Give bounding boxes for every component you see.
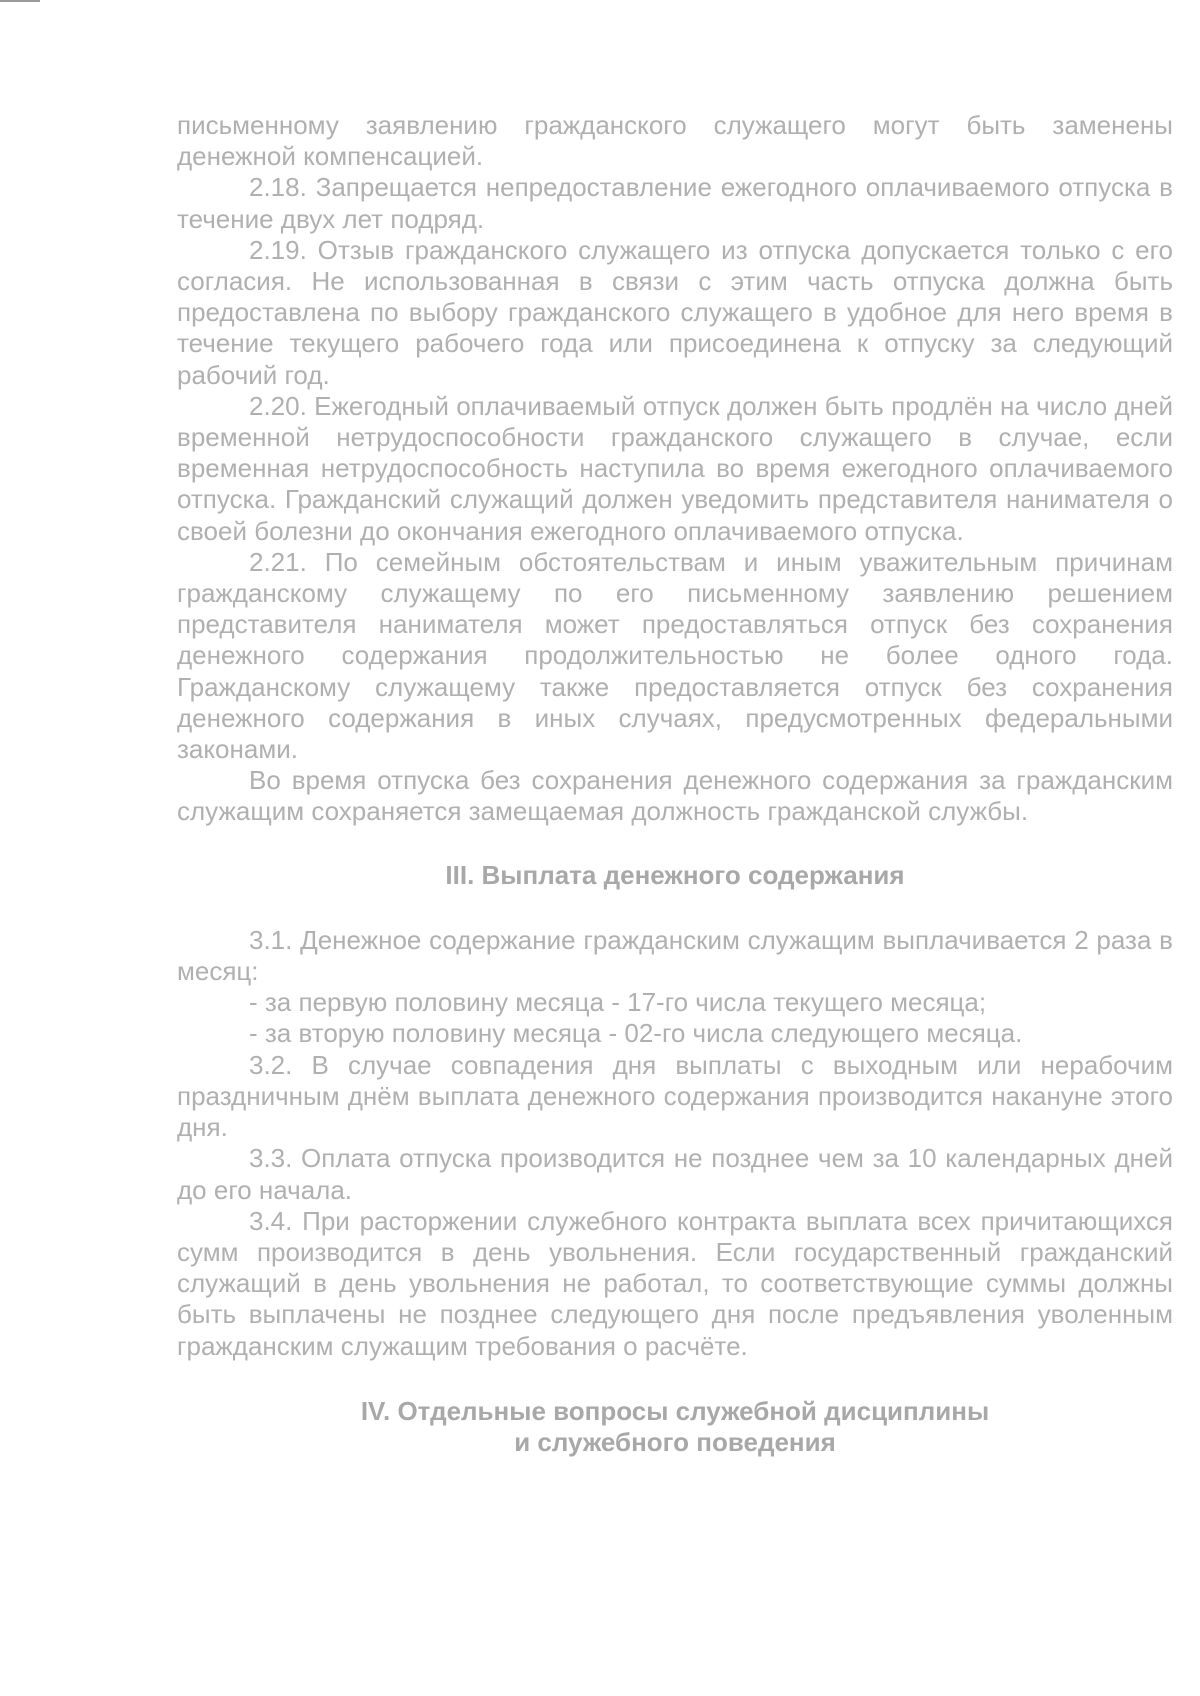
scan-corner-mark: [0, 0, 40, 2]
paragraph-2-18: 2.18. Запрещается непредоставление ежегодного оплачиваемого отпуска в течение двух лет подряд.: [177, 172, 1173, 234]
paragraph-2-21: 2.21. По семейным обстоятельствам и иным уважительным причинам гражданскому служащему по его письменному заявлению решением представителя нанимателя может предоставляться отпуск без сохранения денежного содержания продолжительностью не более одного года. Гражданскому служащему также предоставляется отпуск без сохранения денежного содержания в иных случаях, предусмотренных федеральными законами.: [177, 546, 1173, 765]
section-3-heading: III. Выплата денежного содержания: [445, 859, 905, 890]
paragraph-3-4: 3.4. При расторжении служебного контракта выплата всех причитающихся сумм производится в день увольнения. Если государственный гражданский служащий в день увольнения не работал, то соответствующие суммы должны быть выплачены не позднее следующего дня после предъявления уволенным гражданским служащим требования о расчёте.: [177, 1205, 1173, 1361]
paragraph-3-2: 3.2. В случае совпадения дня выплаты с выходным или нерабочим праздничным днём выплата денежного содержания производится накануне этого дня.: [177, 1049, 1173, 1143]
list-item-second-half: - за вторую половину месяца - 02-го числа следующего месяца.: [249, 1018, 1023, 1049]
section-4-heading-line2: и служебного поведения: [514, 1426, 836, 1457]
paragraph-3-3: 3.3. Оплата отпуска производится не позднее чем за 10 календарных дней до его начала.: [177, 1143, 1173, 1205]
section-4-heading-line1: IV. Отдельные вопросы служебной дисциплины: [360, 1395, 990, 1426]
paragraph-2-19: 2.19. Отзыв гражданского служащего из отпуска допускается только с его согласия. Не использованная в связи с этим часть отпуска должна быть предоставлена по выбору гражданского служащего в удобное для него время в течение текущего рабочего года или присоединена к отпуску за следующий рабочий год.: [177, 234, 1173, 390]
document-body: [177, 110, 1173, 1458]
list-item-first-half: - за первую половину месяца - 17-го числа текущего месяца;: [249, 987, 987, 1018]
paragraph-2-20: 2.20. Ежегодный оплачиваемый отпуск должен быть продлён на число дней временной нетрудоспособности гражданского служащего в случае, если временная нетрудоспособность наступила во время ежегодного оплачиваемого отпуска. Гражданский служащий должен уведомить представителя нанимателя о своей болезни до окончания ежегодного оплачиваемого отпуска.: [177, 390, 1173, 546]
paragraph-continuation: письменному заявлению гражданского служащего могут быть заменены денежной компенсацией.: [177, 110, 1173, 172]
paragraph-3-1: 3.1. Денежное содержание гражданским служащим выплачивается 2 раза в месяц:: [177, 924, 1173, 987]
paragraph-unpaid-leave: Во время отпуска без сохранения денежного содержания за гражданским служащим сохраняется замещаемая должность гражданской службы.: [177, 765, 1173, 827]
